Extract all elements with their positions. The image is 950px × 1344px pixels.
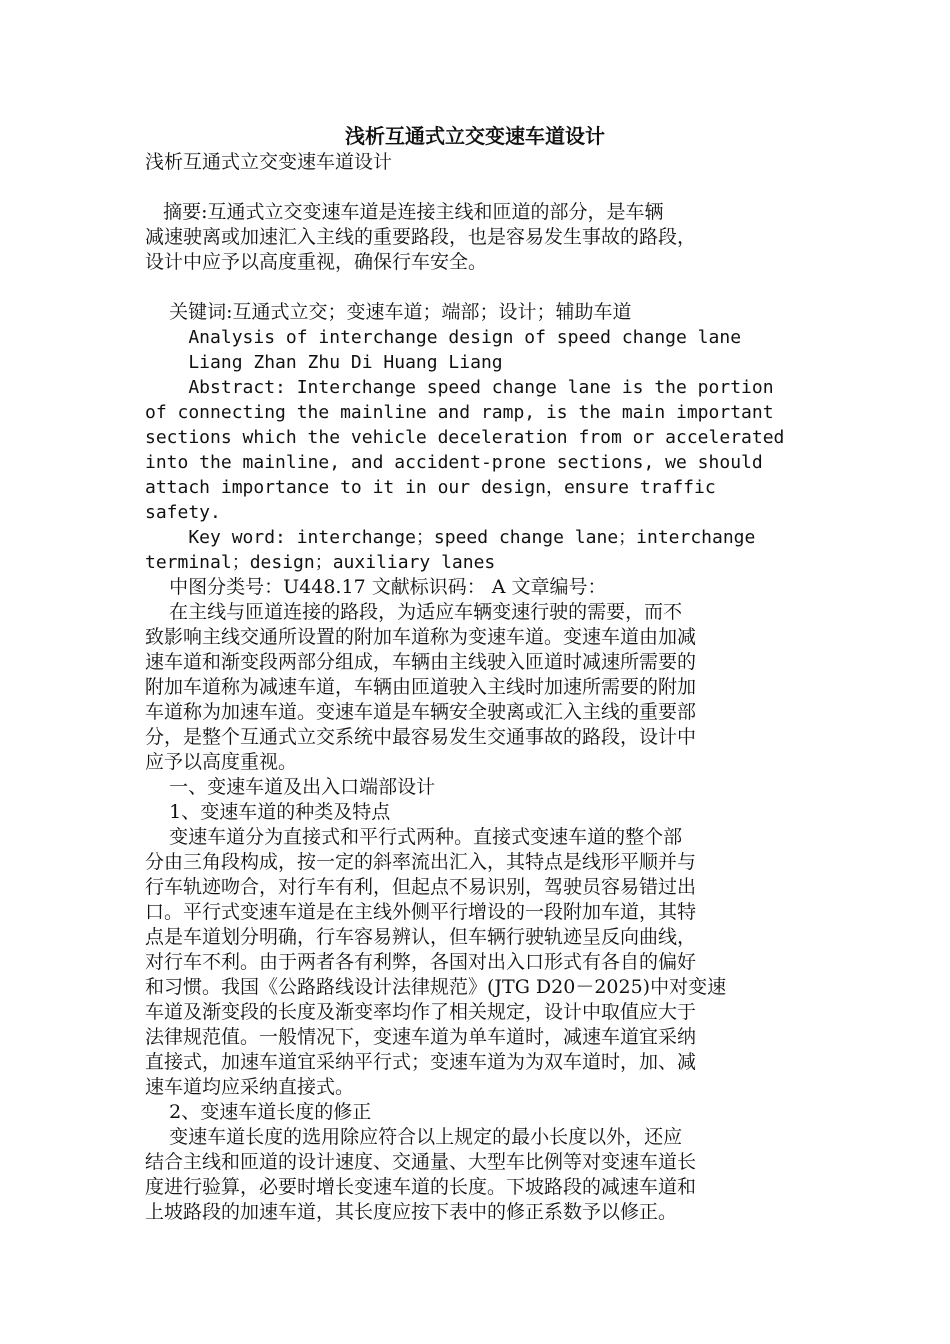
abstract-en-line: attach importance to it in our design，ensure traffic xyxy=(145,477,716,498)
abstract-cn-line: 设计中应予以高度重视，确保行车安全。 xyxy=(145,251,488,273)
paragraph-line: 上坡路段的加速车道，其长度应按下表中的修正系数予以修正。 xyxy=(145,1201,678,1223)
paragraph-line: 度进行验算，必要时增长变速车道的长度。下坡路段的减速车道和 xyxy=(145,1176,697,1198)
english-title: Analysis of interchange design of speed change lane xyxy=(145,327,742,348)
paragraph-line: 法律规范值。一般情况下，变速车道为单车道时，减速车道宜采纳 xyxy=(145,1026,697,1048)
paragraph-line: 变速车道长度的选用除应符合以上规定的最小长度以外，还应 xyxy=(145,1126,683,1148)
intro-line: 在主线与匝道连接的路段，为适应车辆变速行驶的需要，而不 xyxy=(145,601,683,623)
keywords-en-line: Key word: interchange；speed change lane；interchange xyxy=(145,527,756,548)
subsection-heading: 2、变速车道长度的修正 xyxy=(145,1101,372,1123)
abstract-en-line: sections which the vehicle deceleration from or accelerated xyxy=(145,427,785,448)
paragraph-line: 结合主线和匝道的设计速度、交通量、大型车比例等对变速车道长 xyxy=(145,1151,697,1173)
subsection-heading: 1、变速车道的种类及特点 xyxy=(145,801,391,823)
classification-line: 中图分类号：U448.17 文献标识码： A 文章编号： xyxy=(145,576,607,598)
section-heading: 一、变速车道及出入口端部设计 xyxy=(145,776,436,798)
abstract-en-line: Abstract: Interchange speed change lane is the portion xyxy=(145,377,774,398)
abstract-en-line: of connecting the mainline and ramp, is the main important xyxy=(145,402,774,423)
keywords-cn: 关键词:互通式立交；变速车道；端部；设计；辅助车道 xyxy=(145,301,632,323)
intro-line: 分，是整个互通式立交系统中最容易发生交通事故的路段，设计中 xyxy=(145,726,697,748)
abstract-cn-line: 减速驶离或加速汇入主线的重要路段，也是容易发生事故的路段， xyxy=(145,226,697,248)
intro-line: 速车道和渐变段两部分组成，车辆由主线驶入匝道时减速所需要的 xyxy=(145,651,697,673)
paragraph-line: 变速车道分为直接式和平行式两种。直接式变速车道的整个部 xyxy=(145,826,683,848)
document-title: 浅析互通式立交变速车道设计 xyxy=(345,124,605,148)
paragraph-line: 车道及渐变段的长度及渐变率均作了相关规定，设计中取值应大于 xyxy=(145,1001,697,1023)
intro-line: 应予以高度重视。 xyxy=(145,751,298,773)
intro-line: 附加车道称为减速车道，车辆由匝道驶入主线时加速所需要的附加 xyxy=(145,676,697,698)
paragraph-line: 行车轨迹吻合，对行车有利，但起点不易识别，驾驶员容易错过出 xyxy=(145,876,697,898)
intro-line: 致影响主线交通所设置的附加车道称为变速车道。变速车道由加减 xyxy=(145,626,697,648)
paragraph-line: 和习惯。我国《公路路线设计法律规范》(JTG D20－2025)中对变速 xyxy=(145,976,727,998)
keywords-en-line: terminal；design；auxiliary lanes xyxy=(145,552,496,573)
intro-line: 车道称为加速车道。变速车道是车辆安全驶离或汇入主线的重要部 xyxy=(145,701,697,723)
paragraph-line: 速车道均应采纳直接式。 xyxy=(145,1076,355,1098)
paragraph-line: 点是车道划分明确，行车容易辨认，但车辆行驶轨迹呈反向曲线， xyxy=(145,926,697,948)
english-authors: Liang Zhan Zhu Di Huang Liang xyxy=(145,352,503,373)
paragraph-line: 分由三角段构成，按一定的斜率流出汇入，其特点是线形平顺并与 xyxy=(145,851,697,873)
abstract-cn-line: 摘要:互通式立交变速车道是连接主线和匝道的部分，是车辆 xyxy=(145,201,664,223)
paragraph-line: 口。平行式变速车道是在主线外侧平行增设的一段附加车道，其特 xyxy=(145,901,697,923)
abstract-en-line: safety. xyxy=(145,502,221,523)
paragraph-line: 对行车不利。由于两者各有利弊，各国对出入口形式有各自的偏好 xyxy=(145,951,697,973)
document-subtitle: 浅析互通式立交变速车道设计 xyxy=(145,151,393,173)
abstract-en-line: into the mainline, and accident-prone sections, we should xyxy=(145,452,763,473)
paragraph-line: 直接式，加速车道宜采纳平行式；变速车道为为双车道时，加、减 xyxy=(145,1051,697,1073)
